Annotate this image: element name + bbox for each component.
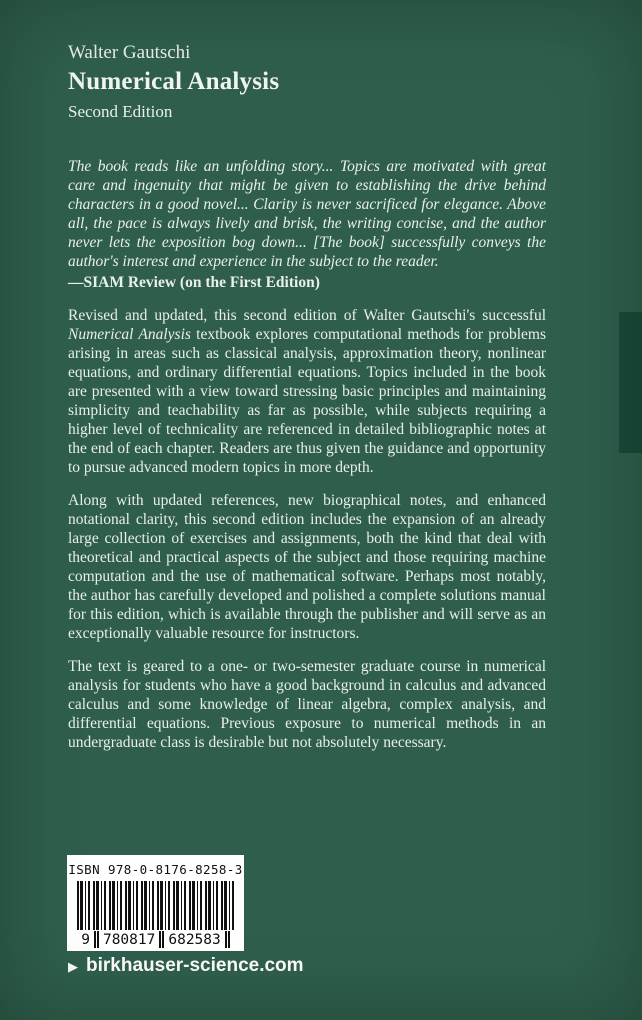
publisher-website	[68, 955, 304, 977]
isbn-number: ISBN 978-0-8176-8258-3	[68, 862, 243, 877]
website-url: birkhauser-science.com	[86, 955, 304, 976]
barcode-digit-group: 682583	[168, 932, 221, 948]
book-title: Numerical Analysis	[68, 68, 280, 95]
paragraph1-book-title-italic: Numerical Analysis	[68, 326, 191, 343]
edition-label: Second Edition	[68, 102, 173, 121]
author-name: Walter Gautschi	[68, 42, 191, 63]
spine-edge-tab	[619, 312, 642, 453]
review-attribution: —SIAM Review (on the First Edition)	[68, 274, 320, 291]
description-paragraph-3: The text is geared to a one- or two-semester graduate course in numerical analysis for students who have a good background in calculus and advanced calculus and some knowledge of linear algebra, complex analysis, and differential equations. Previous exposure to numerical methods in an undergraduate class is desirable but not absolutely necessary.	[68, 658, 546, 751]
description-paragraph-2: Along with updated references, new biographical notes, and enhanced notational clarity, this second edition includes the expansion of an already large collection of exercises and assignments, both the kind that deal with theoretical and practical aspects of the subject and those requiring machine computation and the use of mathematical software. Perhaps most notably, the author has carefully developed and polished a complete solutions manual for this edition, which is available through the publisher and will serve as an exceptionally valuable resource for instructors.	[68, 492, 546, 642]
barcode-digit-group: 9	[81, 932, 90, 948]
paragraph1-rest: textbook explores computational methods for problems arising in areas such as classical analysis, approximation theory, nonlinear equations, and ordinary differential equations. Topics included in the book are presented with a view toward stressing basic principles and maintaining simplicity and teachability as far as possible, while subjects requiring a higher level of technicality are referenced in detailed bibliographic notes at the end of each chapter. Readers are thus given the guidance and opportunity to pursue advanced modern topics in more depth.	[68, 326, 546, 476]
cover-text-column	[68, 42, 546, 752]
barcode-guard-bars	[159, 931, 164, 948]
barcode-panel	[67, 855, 244, 951]
review-quote: The book reads like an unfolding story... Topics are motivated with great care and ingenuity that might be given to establishing the drive behind characters in a good novel... Clarity is never sacrificed for elegance. Above all, the pace is always lively and brisk, the writing concise, and the author never lets the exposition bog down... [The book] successfully conveys the author's interest and experience in the subject to the reader.	[68, 158, 546, 270]
barcode-guard-bars	[94, 931, 99, 948]
description-paragraph-1	[68, 306, 546, 477]
barcode-guard-bars	[225, 931, 230, 948]
paragraph1-lead: Revised and updated, this second edition of Walter Gautschi's successful	[68, 307, 546, 324]
barcode-digits	[71, 930, 240, 948]
barcode-digit-group: 780817	[102, 932, 156, 948]
triangle-bullet-icon: ▶	[68, 958, 78, 974]
